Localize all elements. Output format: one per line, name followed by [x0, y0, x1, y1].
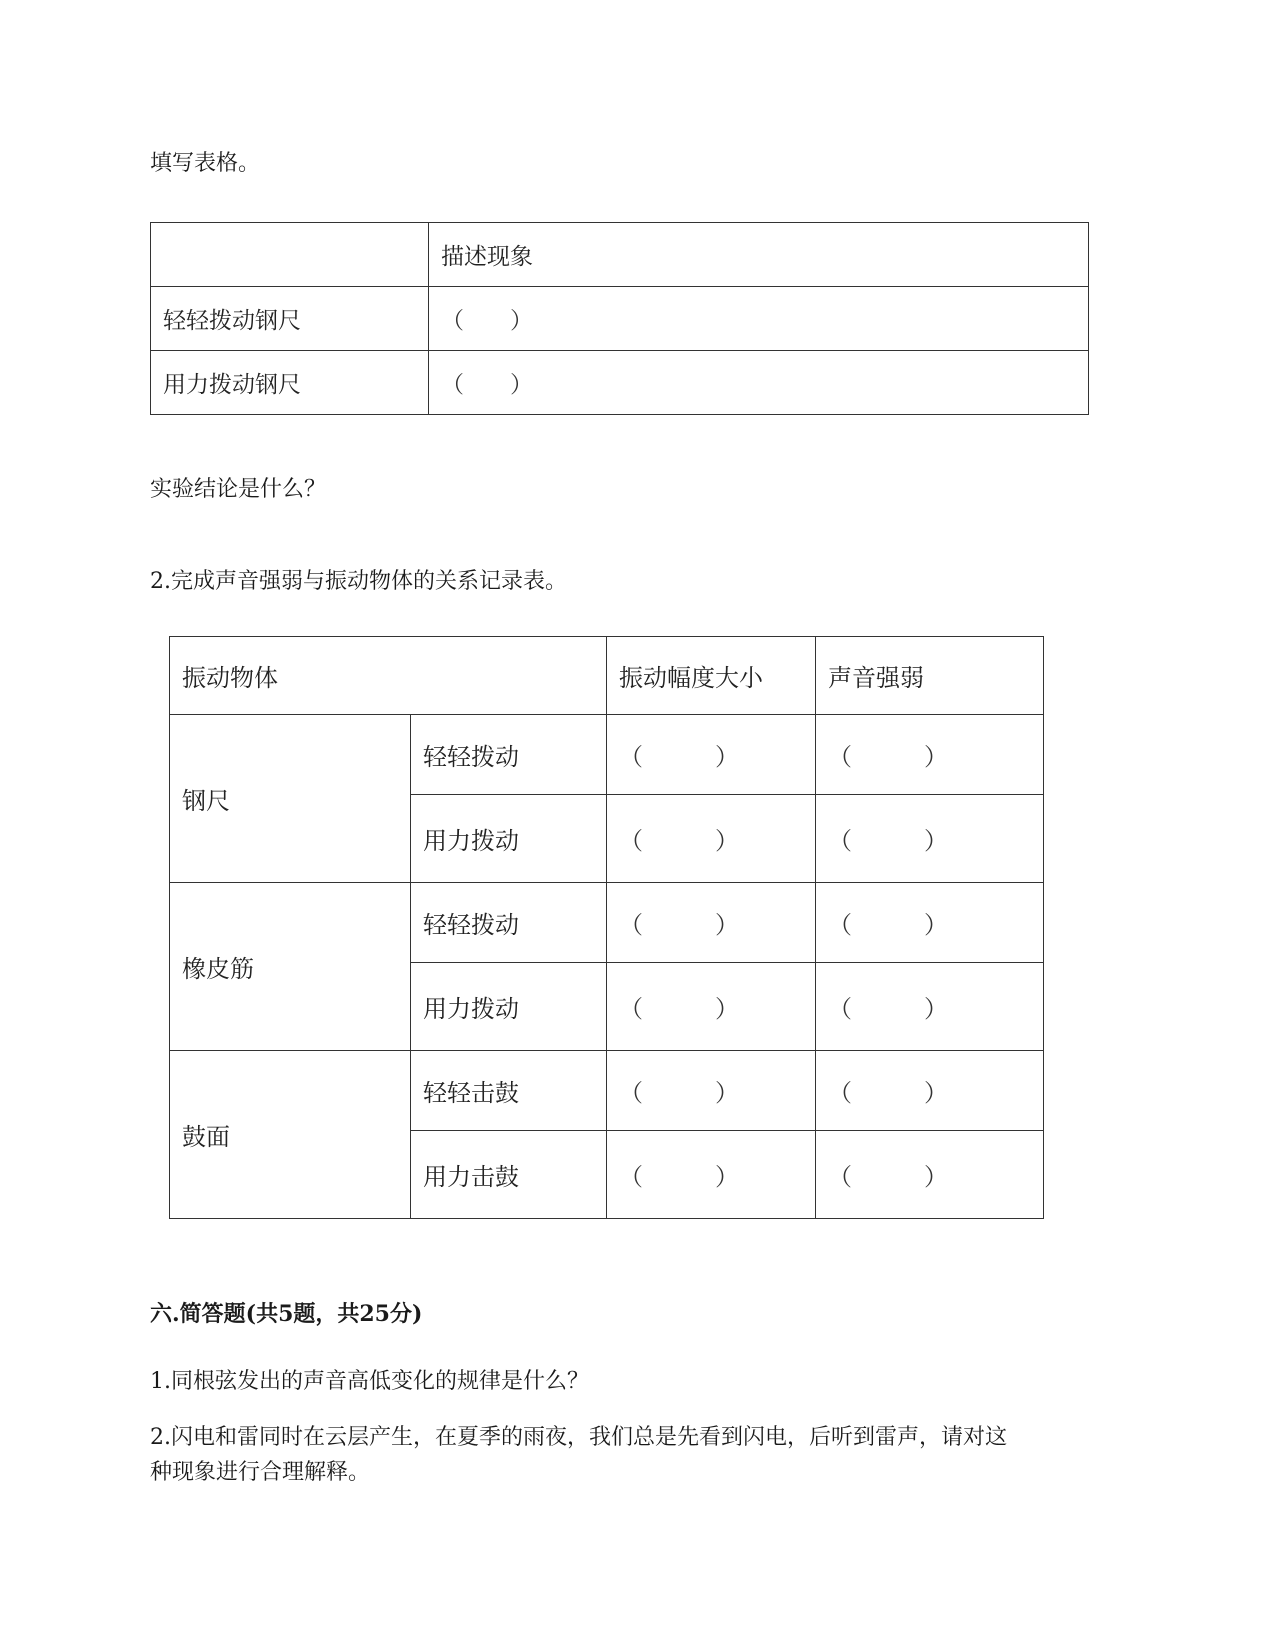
table-row	[151, 351, 1089, 415]
sound-strength-table	[169, 636, 1044, 1219]
phenomenon-table	[150, 222, 1089, 415]
amplitude-blank[interactable]: （ ）	[607, 1051, 816, 1131]
strength-blank[interactable]: （ ）	[816, 963, 1044, 1051]
section-heading: 六.简答题(共5题，共25分)	[150, 1301, 423, 1327]
action-cell: 轻轻击鼓	[411, 1051, 607, 1131]
answer-blank[interactable]: （ ）	[429, 287, 1089, 351]
strength-blank[interactable]: （ ）	[816, 1131, 1044, 1219]
amplitude-blank[interactable]: （ ）	[607, 715, 816, 795]
table-header-row	[170, 637, 1044, 715]
table-header-row	[151, 223, 1089, 287]
action-cell: 轻轻拨动	[411, 883, 607, 963]
question-1: 1.同根弦发出的声音高低变化的规律是什么？	[150, 1369, 589, 1394]
table-row	[170, 1051, 1044, 1131]
action-cell: 用力击鼓	[411, 1131, 607, 1219]
table-row	[170, 883, 1044, 963]
object-steel-ruler: 钢尺	[170, 715, 411, 883]
strength-blank[interactable]: （ ）	[816, 883, 1044, 963]
strength-blank[interactable]: （ ）	[816, 1051, 1044, 1131]
action-cell: 用力拨动	[411, 795, 607, 883]
task2-title: 2.完成声音强弱与振动物体的关系记录表。	[150, 569, 567, 594]
row-label: 用力拨动钢尺	[151, 351, 429, 415]
fill-table-instruction: 填写表格。	[150, 151, 261, 176]
header-vibrating-object: 振动物体	[170, 637, 607, 715]
question-2	[150, 1420, 1130, 1490]
strength-blank[interactable]: （ ）	[816, 795, 1044, 883]
action-cell: 用力拨动	[411, 963, 607, 1051]
question-2-line-1: 2.闪电和雷同时在云层产生，在夏季的雨夜，我们总是先看到闪电，后听到雷声，请对这	[150, 1425, 1007, 1450]
action-cell: 轻轻拨动	[411, 715, 607, 795]
conclusion-question: 实验结论是什么？	[150, 477, 327, 502]
amplitude-blank[interactable]: （ ）	[607, 963, 816, 1051]
answer-blank[interactable]: （ ）	[429, 351, 1089, 415]
header-sound-strength: 声音强弱	[816, 637, 1044, 715]
amplitude-blank[interactable]: （ ）	[607, 1131, 816, 1219]
table-header-blank	[151, 223, 429, 287]
row-label: 轻轻拨动钢尺	[151, 287, 429, 351]
table-row	[170, 715, 1044, 795]
object-drum-head: 鼓面	[170, 1051, 411, 1219]
amplitude-blank[interactable]: （ ）	[607, 795, 816, 883]
object-rubber-band: 橡皮筋	[170, 883, 411, 1051]
question-2-line-2: 种现象进行合理解释。	[150, 1460, 371, 1485]
table-row	[151, 287, 1089, 351]
amplitude-blank[interactable]: （ ）	[607, 883, 816, 963]
header-amplitude: 振动幅度大小	[607, 637, 816, 715]
table-header-describe: 描述现象	[429, 223, 1089, 287]
strength-blank[interactable]: （ ）	[816, 715, 1044, 795]
